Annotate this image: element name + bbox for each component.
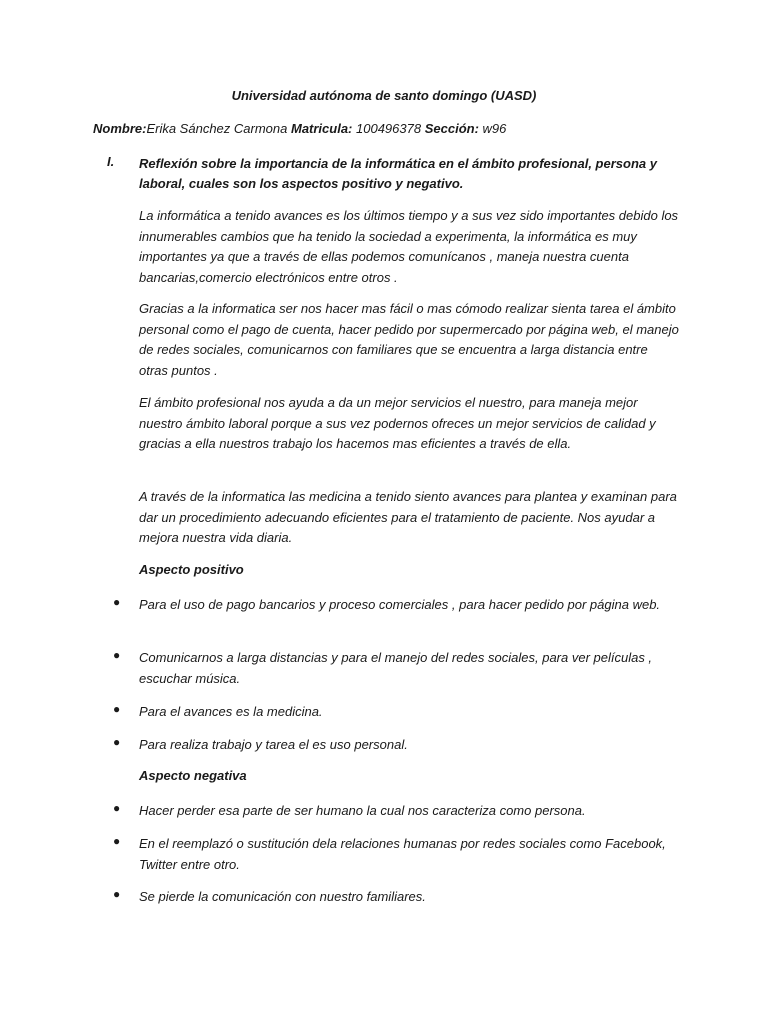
document-title: Universidad autónoma de santo domingo (UASD) [231,88,537,103]
list-item-text: Para realiza trabajo y tarea el es uso personal. [139,737,408,752]
bullet-icon: ● [113,887,121,901]
negative-heading: Aspecto negativa [139,768,247,783]
paragraph-1: La informática a tenido avances es los últimos tiempo y a sus vez sido importantes debido los innumerables cambios que ha tenido la sociedad a experimenta, la informática es muy importantes ya que a través de ellas podemos comunícanos , maneja nuestra cuenta bancarias,comercio electrónicos entre otros . [139,208,679,285]
list-item-text: Para el avances es la medicina. [139,704,323,719]
bullet-icon: ● [113,735,121,749]
bullet-icon: ● [113,834,121,848]
matricula-label: Matricula: [290,121,353,136]
section-number: I. [107,154,115,169]
list-item-text: Hacer perder esa parte de ser humano la cual nos caracteriza como persona. [139,803,586,818]
matricula-value: 100496378 [356,121,422,136]
bullet-icon: ● [113,648,121,662]
list-item-text: Se pierde la comunicación con nuestro familiares. [139,889,426,904]
nombre-value: Erika Sánchez Carmona [146,121,288,136]
list-item-text: En el reemplazó o sustitución dela relaciones humanas por redes sociales como Facebook, Twitter entre otro. [139,836,666,872]
nombre-label: Nombre: [93,121,147,136]
bullet-icon: ● [113,801,121,815]
bullet-icon: ● [113,702,121,716]
section-title: Reflexión sobre la importancia de la informática en el ámbito profesional, persona y laboral, cuales son los aspectos positivo y negativo. [139,156,657,191]
paragraph-2: Gracias a la informatica ser nos hacer mas fácil o mas cómodo realizar sienta tarea el ámbito personal como el pago de cuenta, hacer pedido por supermercado por página web, el manejo de redes sociales, comunicarnos con familiares que se encuentra a larga distancia entre otras puntos . [139,301,679,378]
paragraph-4: A través de la informatica las medicina a tenido siento avances para plantea y examinan para dar un procedimiento adecuando eficientes para el tratamiento de paciente. Nos ayudar a mejora nuestra vida diaria. [139,489,677,545]
student-info-line [93,121,506,136]
list-item-text: Comunicarnos a larga distancias y para el manejo del redes sociales, para ver películas , escuchar música. [139,650,653,686]
bullet-icon: ● [113,595,121,609]
paragraph-3: El ámbito profesional nos ayuda a da un mejor servicios el nuestro, para maneja mejor nuestro ámbito laboral porque a sus vez podernos ofreces un mejor servicios de calidad y gracias a ella nuestros trabajo los hacemos mas eficientes a través de ella. [139,395,656,451]
list-item-text: Para el uso de pago bancarios y proceso comerciales , para hacer pedido por página web. [139,597,661,612]
positive-heading: Aspecto positivo [139,562,244,577]
seccion-label: Sección: [424,121,479,136]
seccion-value: w96 [482,121,507,136]
